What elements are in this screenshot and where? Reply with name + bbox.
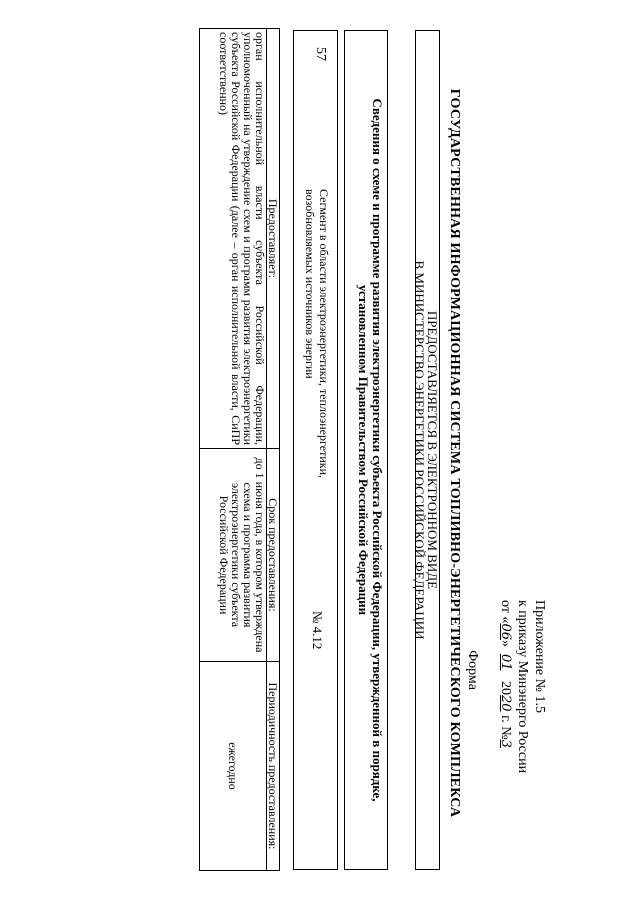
segment-number: № 4.12 [310, 611, 325, 650]
header-provider: Предоставляет: [267, 29, 280, 449]
reporting-table [199, 28, 280, 871]
cell-periodicity: ежегодно [200, 662, 267, 871]
segment-text: Сегмент в области электроэнергетики, теплоэнергетики, возобновляемых источников энергии [303, 189, 331, 479]
submission-line-2: В МИНИСТЕРСТВО ЭНЕРГЕТИКИ РОССИЙСКОЙ ФЕДЕРАЦИИ [412, 260, 427, 640]
page-number: 57 [313, 47, 328, 61]
submission-line-1: ПРЕДОСТАВЛЯЕТСЯ В ЭЛЕКТРОННОМ ВИДЕ [425, 310, 440, 590]
form-label: Форма [465, 650, 480, 690]
order-day: 06 [498, 623, 513, 640]
order-year: 20 [498, 695, 513, 712]
info-box [344, 30, 388, 870]
order-date-line: от «06» 01 2020 г. №3 [498, 600, 513, 748]
cell-deadline: до 1 июня года, в котором утверждена схема и программа развития электроэнергетики субъекта Российской Федерации [200, 449, 267, 662]
header-deadline: Срок предоставления: [267, 449, 280, 662]
order-reference: к приказу Минэнерго России [515, 600, 530, 774]
segment-box [293, 30, 338, 870]
appendix-stamp [497, 600, 548, 800]
table-row [200, 29, 267, 871]
info-line-2: установленном Правительством Российской Федерации [356, 284, 371, 616]
header-periodicity: Периодичность предоставления: [267, 662, 280, 871]
appendix-number: Приложение № 1.5 [532, 600, 547, 713]
table-header-row [267, 29, 280, 871]
info-line-1: Сведения о схеме и программе развития электроэнергетики субъекта Российской Федерации, утвержденной в порядке, [370, 98, 385, 802]
order-number: 3 [498, 739, 513, 748]
document-title: ГОСУДАРСТВЕННАЯ ИНФОРМАЦИОННАЯ СИСТЕМА ТОПЛИВНО-ЭНЕРГЕТИЧЕСКОГО КОМПЛЕКСА [447, 88, 462, 818]
cell-provider: орган исполнительной власти субъекта Российской Федерации, уполномоченный на утверждение схем и программ развития электроэнергетики субъекта Российской Федерации (далее – орган исполнительной власти, СиПР соответственно) [200, 29, 267, 449]
submission-box [412, 30, 440, 870]
order-month: 01 [498, 653, 513, 671]
